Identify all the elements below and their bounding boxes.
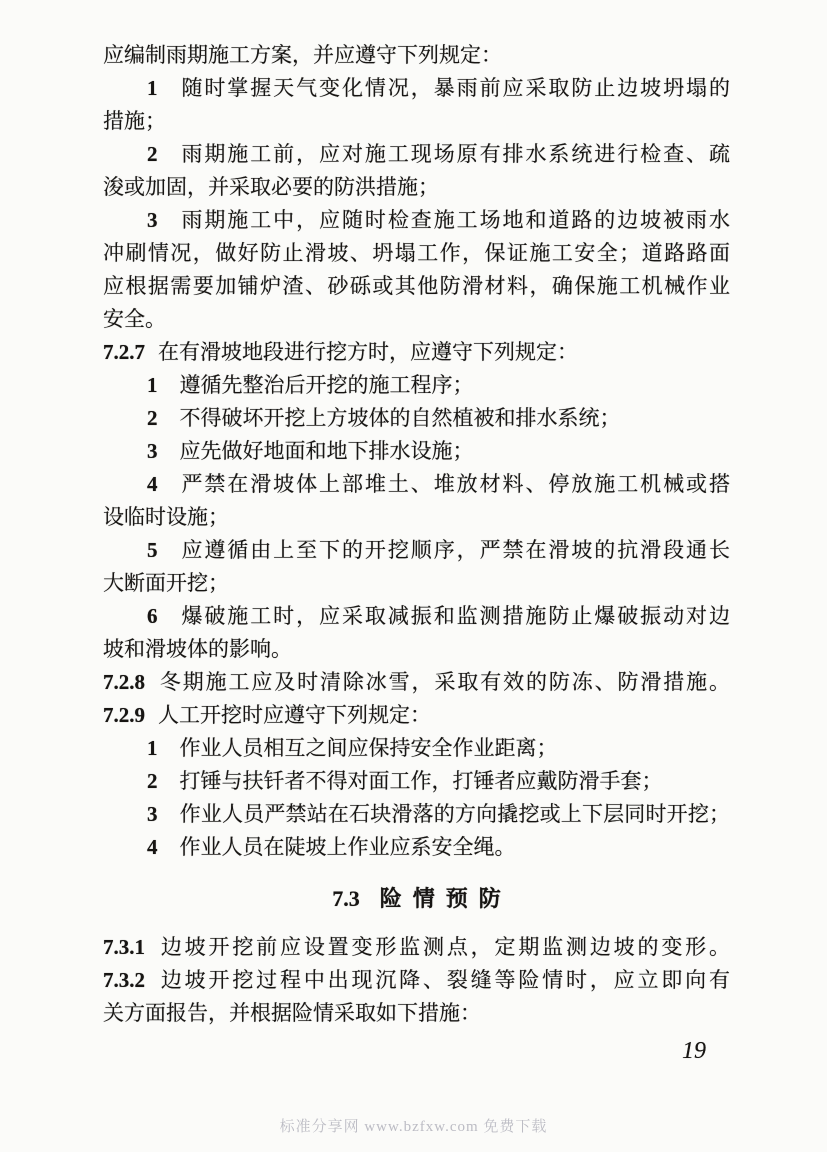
line-text: 不得破坏开挖上方坡体的自然植被和排水系统； <box>179 406 621 430</box>
paragraph-line <box>103 171 730 204</box>
line-text: 边坡开挖过程中出现沉降、裂缝等险情时，应立即向有 <box>158 968 730 992</box>
line-text: 应先做好地面和地下排水设施； <box>179 439 474 463</box>
line-text: 作业人员相互之间应保持安全作业距离； <box>179 736 558 760</box>
paragraph-line <box>103 567 730 600</box>
list-item-line <box>103 402 730 435</box>
line-text: 措施； <box>103 109 166 133</box>
clause-line <box>103 699 730 732</box>
paragraph-line <box>103 105 730 138</box>
line-text: 随时掌握天气变化情况，暴雨前应采取防止边坡坍塌的 <box>179 76 730 100</box>
line-number: 1 <box>147 76 158 100</box>
line-text: 应编制雨期施工方案，并应遵守下列规定： <box>103 43 502 67</box>
clause-line <box>103 666 730 699</box>
line-text: 应遵循由上至下的开挖顺序，严禁在滑坡的抗滑段通长 <box>179 538 730 562</box>
document-body <box>103 39 730 1030</box>
line-text: 大断面开挖； <box>103 571 229 595</box>
line-number: 4 <box>147 472 158 496</box>
line-text: 应根据需要加铺炉渣、砂砾或其他防滑材料，确保施工机械作业 <box>103 274 730 298</box>
paragraph-line <box>103 303 730 336</box>
watermark-text: 标准分享网 www.bzfxw.com 免费下载 <box>279 1119 548 1135</box>
line-text: 安全。 <box>103 307 166 331</box>
line-text: 人工开挖时应遵守下列规定： <box>158 703 431 727</box>
page-number: 19 <box>682 1038 706 1064</box>
paragraph-line <box>103 633 730 666</box>
list-item-line <box>103 732 730 765</box>
list-item-line <box>103 831 730 864</box>
line-number: 1 <box>147 736 158 760</box>
line-number: 7.3.2 <box>103 968 145 992</box>
list-item-line <box>103 798 730 831</box>
paragraph-line <box>103 501 730 534</box>
list-item-line <box>103 138 730 171</box>
line-text: 关方面报告，并根据险情采取如下措施： <box>103 1001 481 1025</box>
line-number: 2 <box>147 406 158 430</box>
line-number: 2 <box>147 142 158 166</box>
clause-line <box>103 931 730 964</box>
line-text: 作业人员在陡坡上作业应系安全绳。 <box>179 835 516 859</box>
list-item-line <box>103 72 730 105</box>
paragraph-line <box>103 270 730 303</box>
line-number: 3 <box>147 802 158 826</box>
line-number: 7.3.1 <box>103 935 145 959</box>
line-text: 浚或加固，并采取必要的防洪措施； <box>103 175 439 199</box>
heading-number: 7.3 <box>332 886 360 911</box>
line-number: 2 <box>147 769 158 793</box>
line-text: 雨期施工前，应对施工现场原有排水系统进行检查、疏 <box>179 142 730 166</box>
list-item-line <box>103 765 730 798</box>
line-text: 险情预防 <box>379 886 512 911</box>
line-text: 坡和滑坡体的影响。 <box>103 637 292 661</box>
paragraph-line <box>103 237 730 270</box>
line-text: 设临时设施； <box>103 505 229 529</box>
line-text: 严禁在滑坡体上部堆土、堆放材料、停放施工机械或搭 <box>179 472 730 496</box>
line-text: 打锤与扶钎者不得对面工作，打锤者应戴防滑手套； <box>179 769 663 793</box>
list-item-line <box>103 600 730 633</box>
line-number: 1 <box>147 373 158 397</box>
list-item-line <box>103 435 730 468</box>
line-text: 爆破施工时，应采取减振和监测措施防止爆破振动对边 <box>179 604 730 628</box>
list-item-line <box>103 534 730 567</box>
line-text: 冬期施工应及时清除冰雪，采取有效的防冻、防滑措施。 <box>158 670 730 694</box>
line-text: 作业人员严禁站在石块滑落的方向撬挖或上下层同时开挖； <box>179 802 730 826</box>
line-text: 遵循先整治后开挖的施工程序； <box>179 373 474 397</box>
line-text: 边坡开挖前应设置变形监测点，定期监测边坡的变形。 <box>158 935 730 959</box>
line-text: 在有滑坡地段进行挖方时，应遵守下列规定： <box>158 340 578 364</box>
clause-line <box>103 964 730 997</box>
list-item-line <box>103 369 730 402</box>
line-number: 7.2.9 <box>103 703 145 727</box>
line-number: 3 <box>147 439 158 463</box>
paragraph-line <box>103 39 730 72</box>
line-number: 5 <box>147 538 158 562</box>
list-item-line <box>103 204 730 237</box>
line-text: 冲刷情况，做好防止滑坡、坍塌工作，保证施工安全；道路路面 <box>103 241 730 265</box>
clause-line <box>103 336 730 369</box>
section-heading <box>103 882 730 915</box>
line-number: 4 <box>147 835 158 859</box>
line-text: 雨期施工中，应随时检查施工场地和道路的边坡被雨水 <box>179 208 730 232</box>
line-number: 3 <box>147 208 158 232</box>
line-number: 6 <box>147 604 158 628</box>
list-item-line <box>103 468 730 501</box>
line-number: 7.2.7 <box>103 340 145 364</box>
paragraph-line <box>103 997 730 1030</box>
line-number: 7.2.8 <box>103 670 145 694</box>
